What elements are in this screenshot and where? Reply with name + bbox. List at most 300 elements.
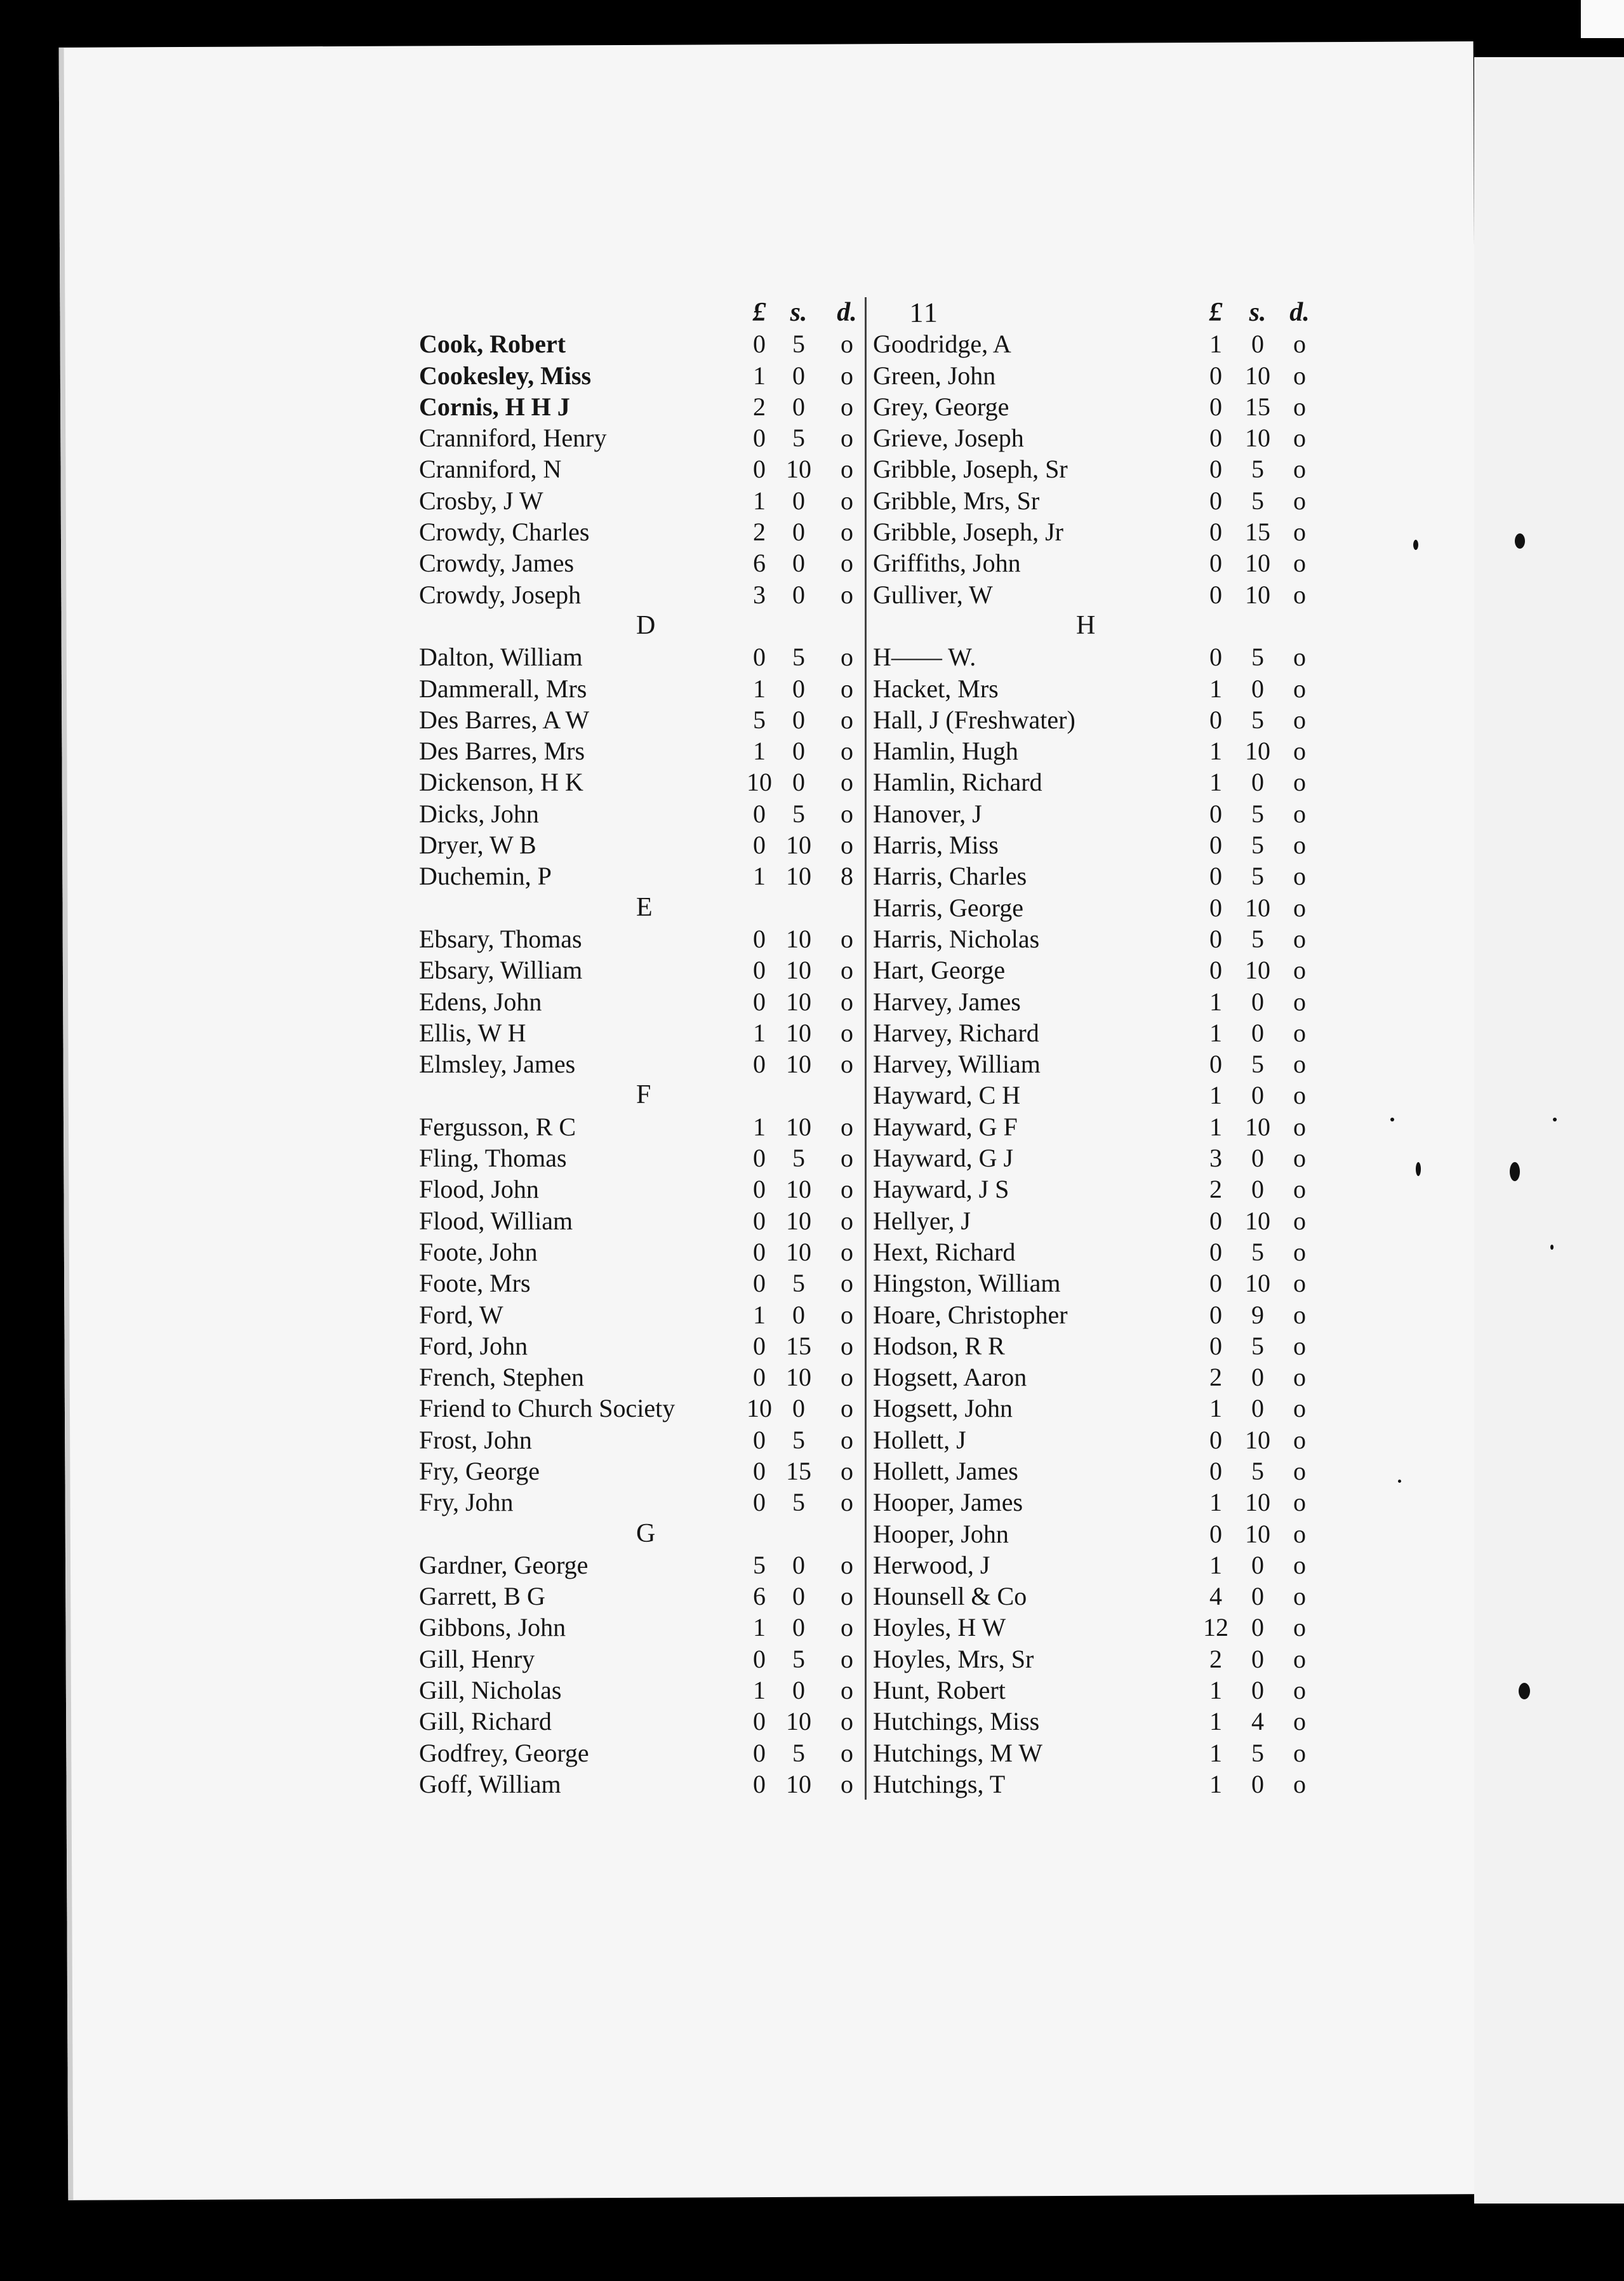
pounds-amount: 0 <box>753 956 766 985</box>
facing-page-edge <box>1474 57 1624 2204</box>
shillings-amount: 10 <box>786 1769 811 1798</box>
pence-header: d. <box>1289 298 1310 327</box>
subscriber-row <box>416 1643 867 1675</box>
section-letter-text: F <box>636 1080 651 1110</box>
section-letter <box>867 610 1311 641</box>
subscriber-row <box>416 1487 867 1518</box>
subscriber-name: Hooper, James <box>873 1488 1023 1517</box>
subscriber-name: Hamlin, Hugh <box>873 737 1018 766</box>
subscriber-row <box>867 829 1311 860</box>
shillings-amount: 15 <box>1245 392 1270 421</box>
pence-amount: o <box>1293 799 1306 828</box>
pence-amount: o <box>1293 737 1306 766</box>
shillings-amount: 10 <box>1245 737 1270 766</box>
subscriber-row <box>416 1236 867 1268</box>
subscriber-row <box>416 1581 867 1612</box>
shillings-amount: 10 <box>1245 361 1270 390</box>
pence-amount: o <box>1293 1644 1306 1673</box>
subscriber-name: Gribble, Joseph, Sr <box>873 455 1068 484</box>
subscriber-name: Hollett, James <box>873 1456 1018 1485</box>
shillings-amount: 0 <box>792 1550 805 1579</box>
shillings-amount: 0 <box>1251 330 1264 359</box>
subscriber-row <box>416 1299 867 1330</box>
pence-amount: o <box>1293 330 1306 359</box>
pounds-amount: 1 <box>1209 1488 1222 1517</box>
pence-amount: o <box>841 1644 853 1673</box>
pounds-amount: 3 <box>753 580 766 609</box>
pounds-amount: 0 <box>1209 956 1222 985</box>
subscriber-row <box>416 829 867 860</box>
pounds-amount: 1 <box>1209 1676 1222 1705</box>
pounds-amount: 0 <box>1209 799 1222 828</box>
shillings-amount: 5 <box>792 1269 805 1298</box>
pence-amount: o <box>1293 768 1306 797</box>
subscriber-name: Hayward, J S <box>873 1175 1009 1204</box>
subscriber-name: Harris, George <box>873 893 1023 922</box>
subscriber-name: Hoyles, H W <box>873 1613 1006 1642</box>
pounds-amount: 0 <box>1209 1300 1222 1329</box>
pounds-amount: 1 <box>753 361 766 390</box>
subscriber-name: Hingston, William <box>873 1269 1061 1298</box>
pounds-amount: 2 <box>1209 1175 1222 1204</box>
subscriber-row <box>867 860 1311 892</box>
subscriber-name: Harris, Nicholas <box>873 924 1040 953</box>
subscriber-name: Grey, George <box>873 392 1009 421</box>
pence-amount: o <box>1293 549 1306 578</box>
pounds-amount: 0 <box>1209 1456 1222 1485</box>
pence-amount: o <box>1293 705 1306 734</box>
pence-amount: o <box>1293 1769 1306 1798</box>
pounds-amount: 0 <box>1209 1269 1222 1298</box>
subscriber-row <box>416 673 867 704</box>
pence-amount: o <box>1293 1237 1306 1266</box>
subscriber-name: Cookesley, Miss <box>419 361 592 390</box>
pounds-header: £ <box>1209 298 1223 327</box>
shillings-amount: 10 <box>786 1707 811 1736</box>
shillings-amount: 0 <box>1251 1550 1264 1579</box>
section-letter-text: E <box>636 892 653 922</box>
subscriber-row <box>416 735 867 766</box>
pence-amount: o <box>841 549 853 578</box>
shillings-amount: 10 <box>786 862 811 891</box>
shillings-amount: 0 <box>1251 768 1264 797</box>
pence-amount: o <box>1293 1738 1306 1767</box>
pence-amount: o <box>1293 1144 1306 1173</box>
subscriber-row <box>867 766 1311 798</box>
pence-amount: o <box>1293 1488 1306 1517</box>
subscriber-row <box>867 1142 1311 1174</box>
pence-amount: o <box>841 987 853 1016</box>
shillings-amount: 0 <box>1251 1644 1264 1673</box>
subscriber-name: Hutchings, Miss <box>873 1707 1040 1736</box>
subscriber-name: Hayward, C H <box>873 1081 1021 1110</box>
subscriber-row <box>867 516 1311 547</box>
subscriber-row <box>867 1048 1311 1080</box>
pence-amount: o <box>841 361 853 390</box>
subscriber-name: Des Barres, A W <box>419 705 590 734</box>
subscriber-name: Gribble, Mrs, Sr <box>873 486 1040 515</box>
pounds-amount: 1 <box>753 1300 766 1329</box>
pounds-amount: 0 <box>753 1269 766 1298</box>
subscriber-row <box>867 954 1311 986</box>
pence-amount: o <box>841 1300 853 1329</box>
pence-amount: o <box>841 1363 853 1392</box>
pence-amount: o <box>841 1331 853 1360</box>
shillings-amount: 5 <box>1251 831 1264 860</box>
pence-amount: o <box>1293 862 1306 891</box>
shillings-amount: 10 <box>786 1050 811 1079</box>
shillings-amount: 0 <box>792 1394 805 1423</box>
subscriber-row <box>867 673 1311 704</box>
subscriber-row <box>416 1205 867 1236</box>
pence-amount: o <box>1293 455 1306 484</box>
pounds-amount: 0 <box>753 1144 766 1173</box>
subscriber-name: Hayward, G F <box>873 1112 1018 1141</box>
shillings-amount: 0 <box>792 1582 805 1611</box>
pence-amount: o <box>841 956 853 985</box>
pounds-amount: 0 <box>753 1237 766 1266</box>
pence-amount: o <box>841 1769 853 1798</box>
subscriber-name: Fergusson, R C <box>419 1112 576 1141</box>
shillings-amount: 10 <box>1245 1519 1270 1548</box>
pence-amount: o <box>1293 893 1306 922</box>
subscriber-name: Gill, Richard <box>419 1707 552 1736</box>
pounds-amount: 0 <box>753 831 766 860</box>
subscriber-name: Green, John <box>873 361 996 390</box>
subscriber-row <box>867 798 1311 829</box>
shillings-amount: 5 <box>792 1488 805 1517</box>
pence-amount: o <box>1293 1582 1306 1611</box>
pence-amount: o <box>841 1738 853 1767</box>
pounds-header: £ <box>752 298 766 327</box>
shillings-amount: 0 <box>792 1613 805 1642</box>
pence-amount: o <box>841 674 853 703</box>
subscriber-row <box>416 1549 867 1581</box>
shillings-amount: 0 <box>792 737 805 766</box>
scan-border <box>0 2204 1624 2281</box>
pence-amount: o <box>841 1456 853 1485</box>
pence-amount: o <box>841 1394 853 1423</box>
pounds-amount: 0 <box>1209 518 1222 547</box>
pounds-amount: 0 <box>1209 705 1222 734</box>
column-header <box>867 297 1311 328</box>
pounds-amount: 12 <box>1203 1613 1228 1642</box>
pounds-amount: 0 <box>1209 1425 1222 1454</box>
pounds-amount: 0 <box>753 1738 766 1767</box>
pounds-amount: 1 <box>1209 1112 1222 1141</box>
pounds-amount: 0 <box>753 424 766 453</box>
pence-amount: o <box>1293 924 1306 953</box>
subscriber-row <box>416 860 867 892</box>
pounds-amount: 1 <box>1209 768 1222 797</box>
shillings-header: s. <box>1249 298 1267 327</box>
shillings-amount: 5 <box>792 424 805 453</box>
pence-amount: o <box>841 643 853 672</box>
shillings-amount: 5 <box>1251 1050 1264 1079</box>
pence-amount: o <box>841 518 853 547</box>
pence-amount: o <box>841 1206 853 1235</box>
subscriber-name: Harvey, Richard <box>873 1018 1039 1047</box>
subscriber-row <box>416 547 867 579</box>
pounds-amount: 0 <box>753 1331 766 1360</box>
subscriber-row <box>867 1518 1311 1549</box>
pounds-amount: 1 <box>753 1018 766 1047</box>
subscriber-name: Fry, George <box>419 1456 540 1485</box>
shillings-amount: 0 <box>1251 1394 1264 1423</box>
pounds-amount: 0 <box>1209 486 1222 515</box>
pounds-amount: 0 <box>753 330 766 359</box>
pounds-amount: 10 <box>747 1394 772 1423</box>
subscriber-row <box>416 1268 867 1299</box>
pounds-amount: 0 <box>753 799 766 828</box>
section-letter-text: H <box>1076 610 1096 640</box>
pence-amount: o <box>1293 361 1306 390</box>
pounds-amount: 2 <box>1209 1644 1222 1673</box>
subscriber-name: Hogsett, John <box>873 1394 1013 1423</box>
subscriber-name: Harvey, James <box>873 987 1021 1016</box>
shillings-amount: 0 <box>792 361 805 390</box>
subscriber-row <box>416 1769 867 1800</box>
subscriber-name: Dryer, W B <box>419 831 536 860</box>
subscriber-name: Hall, J (Freshwater) <box>873 705 1075 734</box>
shillings-amount: 10 <box>1245 549 1270 578</box>
pence-amount: o <box>1293 1331 1306 1360</box>
subscriber-list-right <box>865 297 1311 1800</box>
pounds-amount: 1 <box>1209 1018 1222 1047</box>
subscriber-row <box>867 1330 1311 1361</box>
column-header <box>416 297 867 328</box>
pounds-amount: 0 <box>753 924 766 953</box>
shillings-amount: 5 <box>792 1144 805 1173</box>
pence-header: d. <box>837 298 857 327</box>
subscriber-name: Flood, John <box>419 1175 539 1204</box>
subscriber-name: Ford, John <box>419 1331 528 1360</box>
pence-amount: o <box>841 831 853 860</box>
subscriber-name: Foote, Mrs <box>419 1269 531 1298</box>
subscriber-row <box>416 1612 867 1643</box>
shillings-amount: 0 <box>792 580 805 609</box>
pounds-amount: 0 <box>1209 1237 1222 1266</box>
shillings-amount: 10 <box>786 987 811 1016</box>
shillings-amount: 5 <box>1251 1331 1264 1360</box>
subscriber-row <box>416 516 867 547</box>
subscriber-name: Hamlin, Richard <box>873 768 1042 797</box>
subscriber-name: Hutchings, T <box>873 1769 1006 1798</box>
subscriber-row <box>416 391 867 422</box>
shillings-amount: 4 <box>1251 1707 1264 1736</box>
subscriber-row <box>867 1612 1311 1643</box>
pounds-amount: 0 <box>753 1769 766 1798</box>
pence-amount: o <box>1293 831 1306 860</box>
subscriber-name: Cranniford, N <box>419 455 562 484</box>
pounds-amount: 1 <box>1209 1738 1222 1767</box>
shillings-amount: 5 <box>1251 643 1264 672</box>
pounds-amount: 0 <box>1209 1331 1222 1360</box>
shillings-amount: 0 <box>1251 1582 1264 1611</box>
pence-amount: o <box>1293 392 1306 421</box>
pence-amount: o <box>841 768 853 797</box>
shillings-header: s. <box>790 298 808 327</box>
pence-amount: o <box>1293 1456 1306 1485</box>
pence-amount: o <box>1293 1112 1306 1141</box>
subscriber-row <box>416 422 867 453</box>
subscriber-row <box>416 1675 867 1706</box>
subscriber-name: Ebsary, Thomas <box>419 924 582 953</box>
shillings-amount: 5 <box>1251 455 1264 484</box>
subscriber-name: Frost, John <box>419 1425 532 1454</box>
subscriber-name: Dickenson, H K <box>419 768 583 797</box>
pence-amount: o <box>841 455 853 484</box>
pence-amount: o <box>1293 1550 1306 1579</box>
pounds-amount: 1 <box>1209 987 1222 1016</box>
shillings-amount: 0 <box>792 549 805 578</box>
subscriber-name: Hollett, J <box>873 1425 966 1454</box>
subscriber-row <box>867 1455 1311 1487</box>
subscriber-row <box>867 923 1311 954</box>
pounds-amount: 1 <box>753 1676 766 1705</box>
shillings-amount: 0 <box>1251 674 1264 703</box>
subscriber-row <box>867 422 1311 453</box>
pence-amount: o <box>841 705 853 734</box>
shillings-amount: 0 <box>1251 1081 1264 1110</box>
subscriber-name: Cook, Robert <box>419 330 566 359</box>
subscriber-name: Hounsell & Co <box>873 1582 1027 1611</box>
subscriber-row <box>867 1769 1311 1800</box>
subscriber-row <box>416 1455 867 1487</box>
subscriber-row <box>867 1549 1311 1581</box>
pounds-amount: 1 <box>753 1112 766 1141</box>
subscriber-name: Hogsett, Aaron <box>873 1363 1027 1392</box>
subscriber-name: Griffiths, John <box>873 549 1021 578</box>
subscriber-row <box>416 766 867 798</box>
subscriber-row <box>867 1080 1311 1111</box>
subscriber-name: Gulliver, W <box>873 580 993 609</box>
pence-amount: o <box>841 1237 853 1266</box>
shillings-amount: 0 <box>1251 1144 1264 1173</box>
subscriber-row <box>867 1424 1311 1455</box>
section-letter <box>416 1080 867 1111</box>
shillings-amount: 0 <box>792 1676 805 1705</box>
shillings-amount: 0 <box>792 392 805 421</box>
subscriber-row <box>867 453 1311 485</box>
pounds-amount: 0 <box>1209 424 1222 453</box>
subscriber-name: Hellyer, J <box>873 1206 971 1235</box>
pounds-amount: 5 <box>753 705 766 734</box>
pence-amount: o <box>841 799 853 828</box>
subscriber-row <box>867 1174 1311 1205</box>
shillings-amount: 10 <box>786 1363 811 1392</box>
pounds-amount: 0 <box>753 1644 766 1673</box>
pence-amount: o <box>841 1425 853 1454</box>
subscriber-name: Friend to Church Society <box>419 1394 676 1423</box>
pounds-amount: 0 <box>1209 1050 1222 1079</box>
subscriber-name: H—— W. <box>873 643 976 672</box>
subscriber-name: Gribble, Joseph, Jr <box>873 518 1063 547</box>
subscriber-row <box>867 391 1311 422</box>
shillings-amount: 0 <box>792 1300 805 1329</box>
pence-amount: o <box>841 737 853 766</box>
subscriber-name: Crosby, J W <box>419 486 543 515</box>
subscriber-row <box>416 798 867 829</box>
pence-amount: o <box>841 1112 853 1141</box>
subscriber-row <box>416 923 867 954</box>
subscriber-row <box>416 1393 867 1424</box>
pounds-amount: 0 <box>1209 580 1222 609</box>
pence-amount: o <box>1293 1394 1306 1423</box>
pounds-amount: 0 <box>753 643 766 672</box>
shillings-amount: 5 <box>1251 1456 1264 1485</box>
shillings-amount: 15 <box>786 1456 811 1485</box>
subscriber-row <box>416 579 867 610</box>
subscriber-name: Gill, Nicholas <box>419 1676 562 1705</box>
subscriber-name: Fling, Thomas <box>419 1144 567 1173</box>
pence-amount: o <box>841 486 853 515</box>
subscriber-name: Hacket, Mrs <box>873 674 999 703</box>
shillings-amount: 5 <box>792 330 805 359</box>
shillings-amount: 5 <box>1251 705 1264 734</box>
pence-amount: o <box>841 924 853 953</box>
subscriber-row <box>416 641 867 672</box>
subscriber-row <box>416 1142 867 1174</box>
pounds-amount: 6 <box>753 1582 766 1611</box>
pounds-amount: 0 <box>1209 455 1222 484</box>
pounds-amount: 3 <box>1209 1144 1222 1173</box>
shillings-amount: 5 <box>1251 924 1264 953</box>
subscriber-row <box>867 1361 1311 1393</box>
subscriber-name: Goodridge, A <box>873 330 1011 359</box>
shillings-amount: 10 <box>1245 424 1270 453</box>
pounds-amount: 0 <box>753 1425 766 1454</box>
shillings-amount: 5 <box>1251 1237 1264 1266</box>
shillings-amount: 15 <box>786 1331 811 1360</box>
pounds-amount: 0 <box>1209 831 1222 860</box>
subscriber-row <box>867 1675 1311 1706</box>
subscriber-name: Dammerall, Mrs <box>419 674 587 703</box>
pounds-amount: 10 <box>747 768 772 797</box>
pence-amount: o <box>841 1018 853 1047</box>
pounds-amount: 0 <box>753 1363 766 1392</box>
pounds-amount: 0 <box>1209 643 1222 672</box>
subscriber-name: Foote, John <box>419 1237 538 1266</box>
shillings-amount: 10 <box>1245 1488 1270 1517</box>
subscriber-row <box>867 1737 1311 1769</box>
subscriber-row <box>867 892 1311 923</box>
pounds-amount: 1 <box>753 1613 766 1642</box>
subscriber-name: Hooper, John <box>873 1519 1009 1548</box>
shillings-amount: 10 <box>786 1112 811 1141</box>
subscriber-name: Ellis, W H <box>419 1018 526 1047</box>
pounds-amount: 0 <box>1209 361 1222 390</box>
pence-amount: o <box>841 1582 853 1611</box>
shillings-amount: 0 <box>792 705 805 734</box>
shillings-amount: 10 <box>786 1237 811 1266</box>
subscriber-row <box>867 547 1311 579</box>
subscriber-row <box>416 328 867 359</box>
subscriber-row <box>416 1048 867 1080</box>
subscriber-name: Edens, John <box>419 987 542 1016</box>
section-letter-text: D <box>636 610 656 640</box>
pounds-amount: 1 <box>753 862 766 891</box>
section-letter-text: G <box>636 1518 656 1548</box>
subscriber-row <box>416 1424 867 1455</box>
subscriber-name: Elmsley, James <box>419 1050 576 1079</box>
pence-amount: o <box>1293 1676 1306 1705</box>
pence-amount: o <box>1293 1425 1306 1454</box>
pounds-amount: 0 <box>1209 862 1222 891</box>
subscriber-row <box>867 579 1311 610</box>
subscriber-row <box>416 1361 867 1393</box>
subscriber-row <box>416 704 867 735</box>
